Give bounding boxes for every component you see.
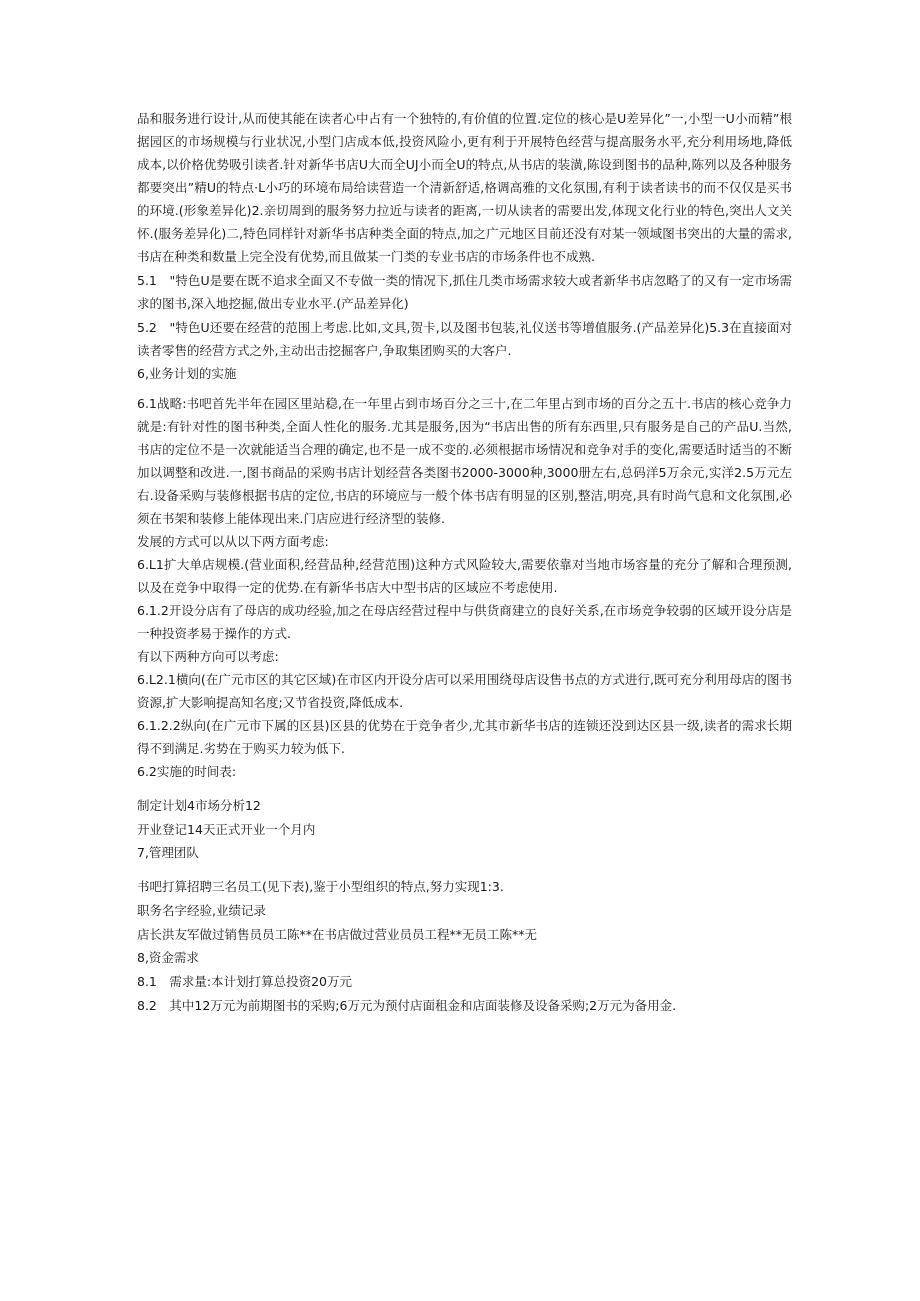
paragraph-6-1: 6.1战略:书吧首先半年在园区里站稳,在一年里占到市场百分之三十,在二年里占到市场的百分之五十.书店的核心竞争力就是:有针对性的图书种类,全面人性化的服务.尤其是服务,因为“书店出售的所有东西里,只有服务是自己的产品U.当然,书店的定位不是一次就能适当合理的确定,也不是一成不变的.必须根据市场情况和竞争对手的变化,需要适时适当的不断加以调整和改进.一,图书商品的采购书店计划经营各类图书2000-3000种,3000册左右,总码洋5万余元,实洋2.5万元左右.设备采购与装修根据书店的定位,书店的环境应与一般个体书店有明显的区别,整洁,明亮,具有时尚气息和文化氛围,必须在书架和装修上能体现出来.门店应进行经济型的装修. bbox=[137, 396, 792, 526]
section-heading-8: 8,资金需求 bbox=[137, 950, 199, 965]
document-body bbox=[137, 107, 792, 1017]
paragraph-5-1: 5.1 "特色U是要在既不追求全面又不专做一类的情况下,抓住几类市场需求较大或者新华书店忽略了的又有一定市场需求的图书,深入地挖掘,做出专业水平.(产品差异化) bbox=[137, 273, 792, 311]
paragraph-5-2: 5.2 "特色U还要在经营的范围上考虑.比如,文具,贺卡,以及图书包装,礼仪送书等增值服务.(产品差异化)5.3在直接面对读者零售的经营方式之外,主动出击挖掘客户,争取集团购买的大客户. bbox=[137, 320, 792, 358]
paragraph-8-2: 8.2 其中12万元为前期图书的采购;6万元为预付店面租金和店面装修及设备采购;2万元为备用金. bbox=[137, 998, 677, 1013]
paragraph-6-1-2-2: 6.1.2.2纵向(在广元市下属的区县)区县的优势在于竞争者少,尤其市新华书店的连锁还没到达区县一级,读者的需求长期得不到满足.劣势在于购买力较为低下. bbox=[137, 718, 792, 756]
paragraph-8-1: 8.1 需求量:本计划打算总投资20万元 bbox=[137, 974, 352, 989]
schedule-line-1: 制定计划4市场分析12 bbox=[137, 798, 261, 813]
staff-table-header: 职务名字经验,业绩记录 bbox=[137, 903, 266, 918]
paragraph-positioning: 品和服务进行设计,从而使其能在读者心中占有一个独特的,有价值的位置.定位的核心是U差异化”一,小型一U小而精”根据园区的市场规模与行业状况,小型门店成本低,投资风险小,更有利于开展特色经营与提高服务水平,充分利用场地,降低成本,以价格优势吸引读者.针对新华书店U大而全UJ小而全U的特点,从书店的装潢,陈设到图书的品种,陈列以及各种服务都要突出”精U的特点·L小巧的环境布局给读营造一个清新舒适,格调高雅的文化氛围,有利于读者读书的而不仅仅是买书的环境.(形象差异化)2.亲切周到的服务努力拉近与读者的距离,一切从读者的需要出发,体现文化行业的特色,突出人文关怀.(服务差异化)二,特色同样针对新华书店种类全面的特点,加之广元地区目前还没有对某一领域图书突出的大量的需求,书店在种类和数量上完全没有优势,而且做某一门类的专业书店的市场条件也不成熟. bbox=[137, 111, 792, 264]
staff-table-rows: 店长洪友军做过销售员员工陈**在书店做过营业员员工程**无员工陈**无 bbox=[137, 927, 538, 942]
paragraph-6-1-1: 6.L1扩大单店规模.(营业面积,经营品种,经营范围)这种方式风险较大,需要依靠对当地市场容量的充分了解和合理预测,以及在竞争中取得一定的优势.在有新华书店大中型书店的区域应不考虑使用. bbox=[137, 557, 792, 595]
paragraph-6-1-2-1: 6.L2.1横向(在广元市区的其它区域)在市区内开设分店可以采用围绕母店设售书点的方式进行,既可充分利用母店的图书资源,扩大影响提高知名度;又节省投资,降低成本. bbox=[137, 672, 792, 710]
section-heading-6: 6,业务计划的实施 bbox=[137, 366, 237, 381]
paragraph-staffing: 书吧打算招聘三名员工(见下表),鉴于小型组织的特点,努力实现1:3. bbox=[137, 879, 504, 894]
section-heading-7: 7,管理团队 bbox=[137, 845, 199, 860]
paragraph-directions-intro: 有以下两种方向可以考虑: bbox=[137, 649, 279, 664]
paragraph-development-intro: 发展的方式可以从以下两方面考虑: bbox=[137, 534, 329, 549]
paragraph-6-1-2: 6.1.2开设分店有了母店的成功经验,加之在母店经营过程中与供货商建立的良好关系,在市场竞争较弱的区域开设分店是一种投资孝易于操作的方式. bbox=[137, 603, 792, 641]
schedule-line-2: 开业登记14天正式开业一个月内 bbox=[137, 822, 316, 837]
section-heading-6-2: 6.2实施的时间表: bbox=[137, 764, 237, 779]
